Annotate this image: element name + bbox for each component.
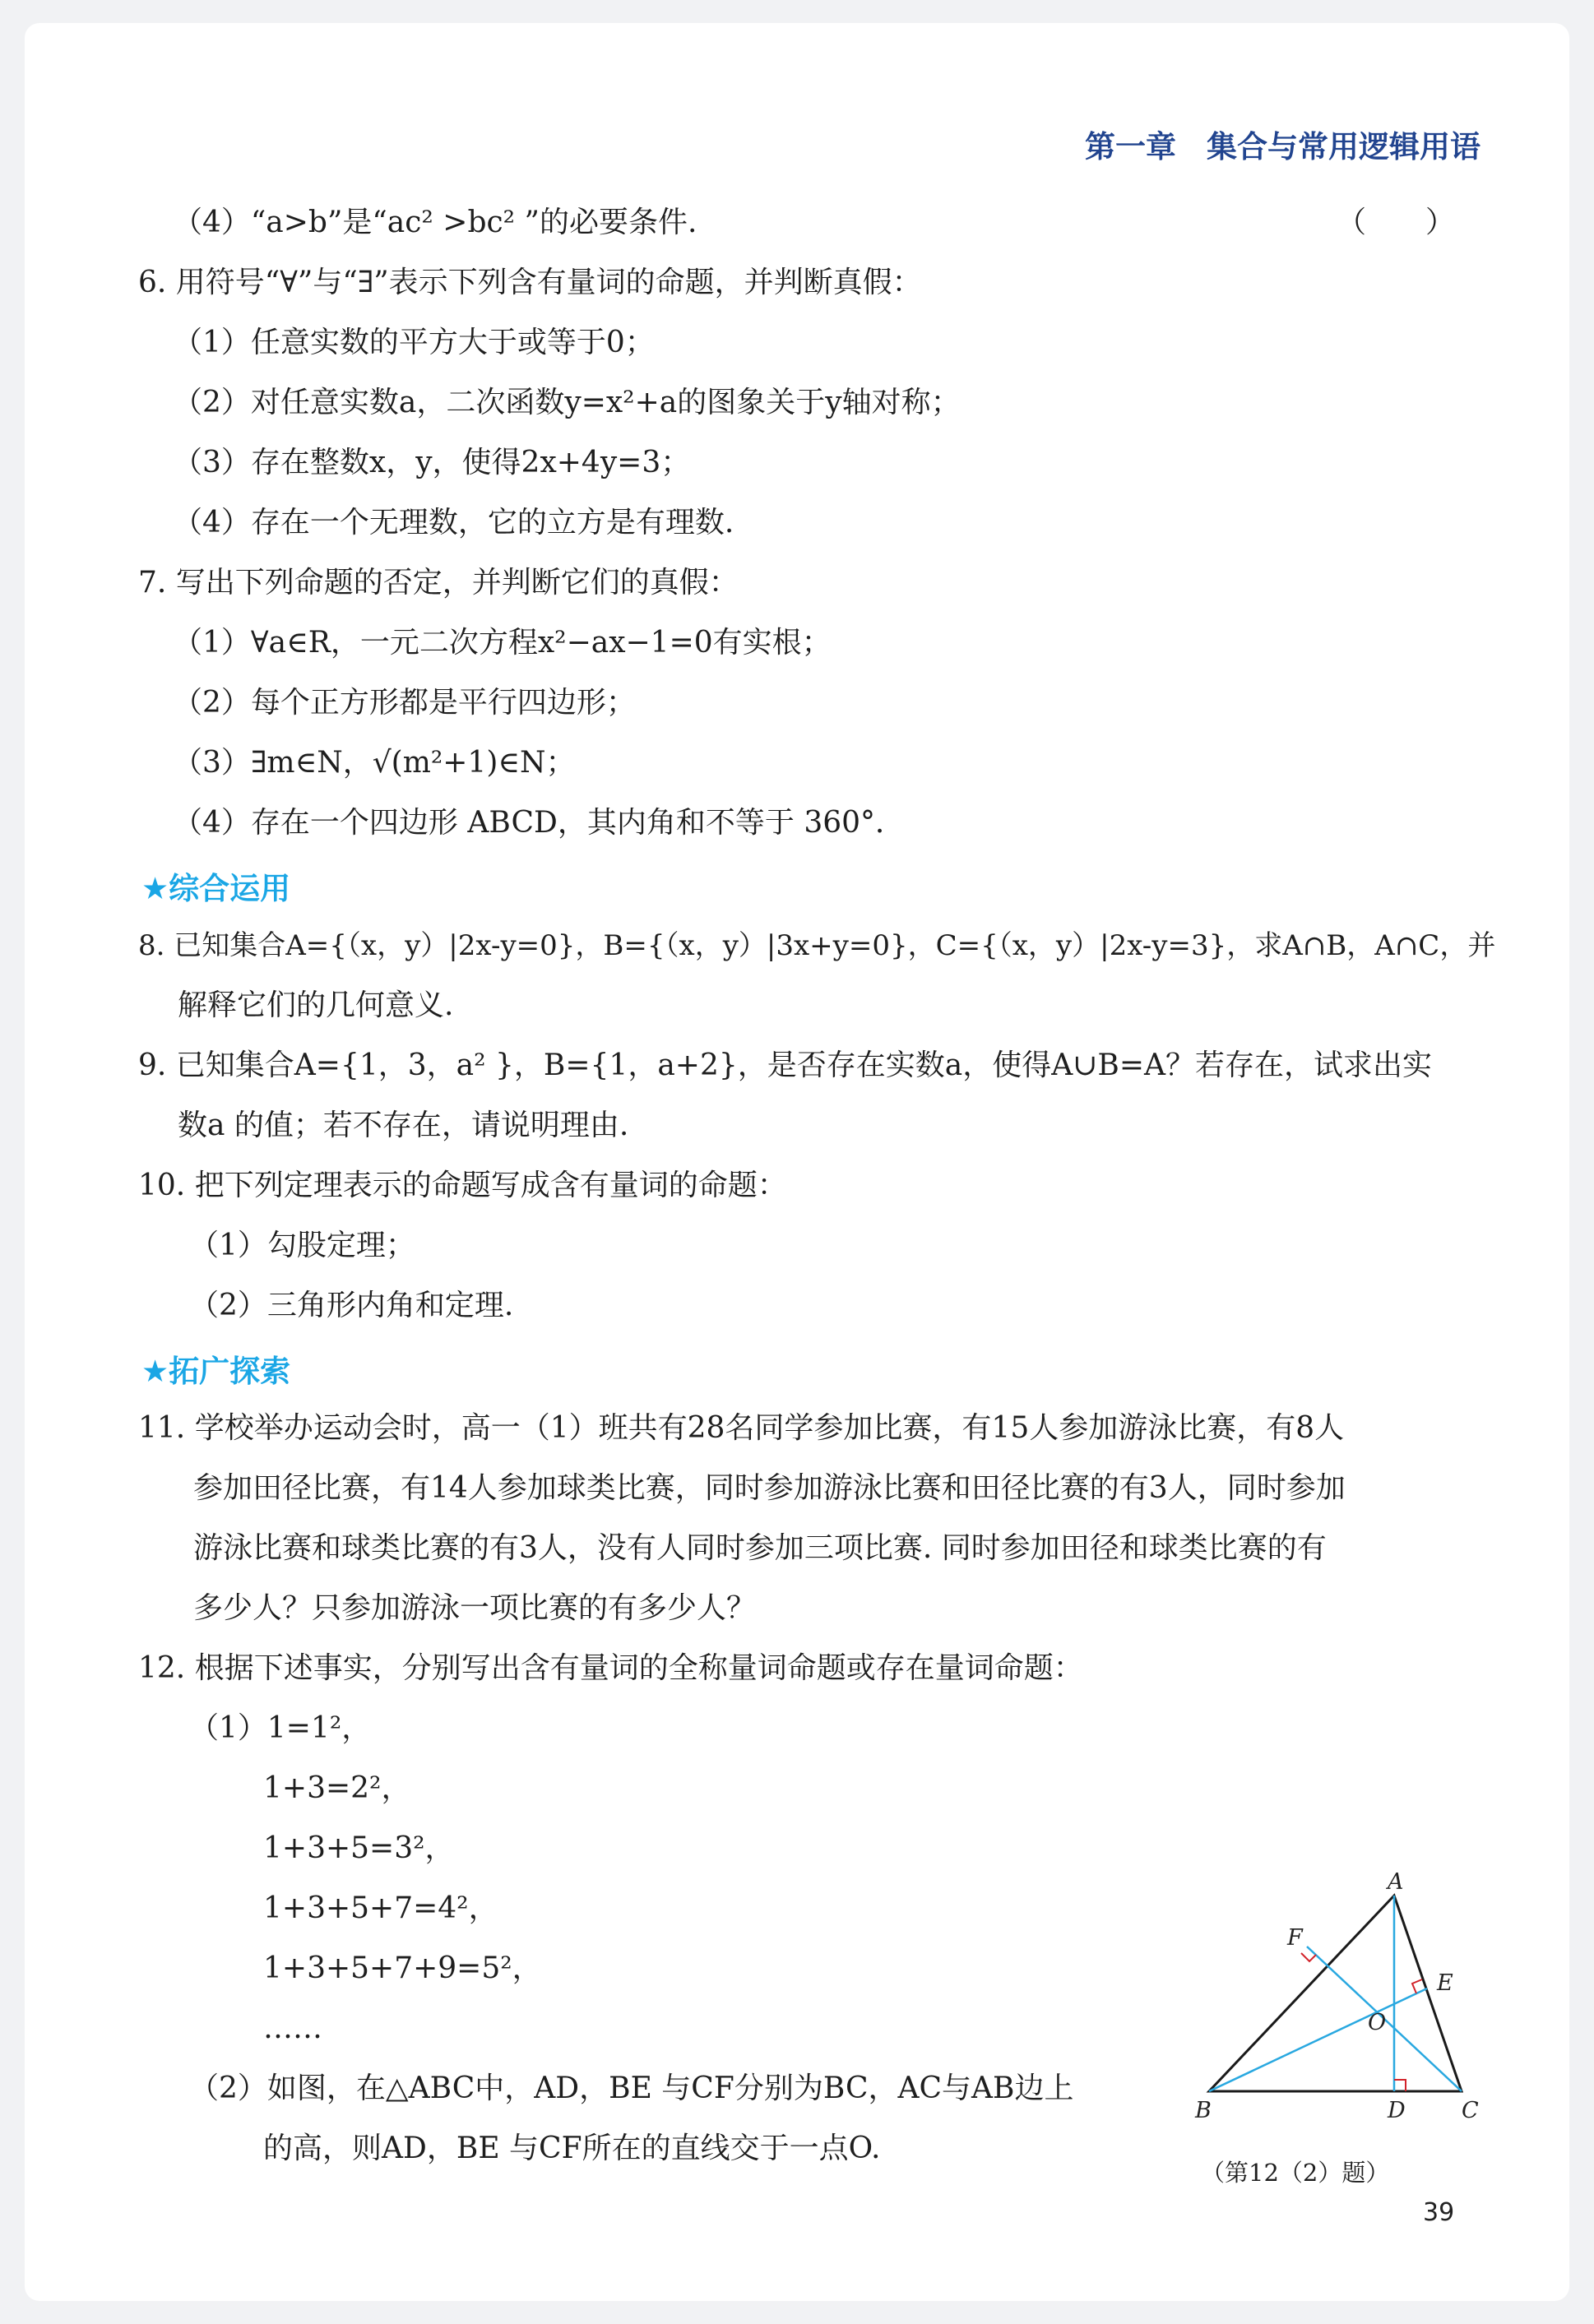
problem-6-1: （1）任意实数的平方大于或等于0； <box>173 326 655 359</box>
altitude-lines <box>1209 1896 1462 2091</box>
problem-6: 6. 用符号“∀”与“∃”表示下列含有量词的命题，并判断真假： <box>138 266 922 299</box>
problem-12: 12. 根据下述事实，分别写出含有量词的全称量词命题或存在量词命题： <box>138 1651 1083 1685</box>
answer-blank: （ ） <box>1337 206 1456 239</box>
problem-12-1-eq2: 1+3=2²， <box>263 1771 411 1805</box>
label-a: A <box>1388 1869 1404 1895</box>
problem-6-4: （4）存在一个无理数，它的立方是有理数. <box>173 506 734 539</box>
problem-9-line1: 9. 已知集合A={1，3，a² }，B={1，a+2}，是否存在实数a，使得A∪B=A？若存在，试求出实 <box>138 1049 1433 1082</box>
problem-7: 7. 写出下列命题的否定，并判断它们的真假： <box>138 566 739 600</box>
problem-12-1-eq3: 1+3+5=3²， <box>263 1831 455 1865</box>
problem-8-line2: 解释它们的几何意义. <box>178 988 454 1022</box>
problem-11-line3: 游泳比赛和球类比赛的有3人，没有人同时参加三项比赛. 同时参加田径和球类比赛的有 <box>193 1531 1327 1565</box>
problem-12-1-eq5: 1+3+5+7+9=5²， <box>263 1951 542 1985</box>
figure-caption: （第12（2）题） <box>1201 2159 1390 2187</box>
label-f: F <box>1287 1925 1303 1951</box>
triangle-figure <box>1172 1869 1501 2165</box>
label-d: D <box>1388 2098 1406 2123</box>
problem-9-line2: 数a 的值；若不存在，请说明理由. <box>178 1109 629 1142</box>
problem-10-2: （2）三角形内角和定理. <box>189 1289 514 1322</box>
page <box>25 23 1569 2301</box>
problem-10: 10. 把下列定理表示的命题写成含有量词的命题： <box>138 1169 787 1202</box>
right-angle-d <box>1394 2080 1406 2091</box>
problem-12-2-line2: 的高，则AD，BE 与CF所在的直线交于一点O. <box>263 2132 881 2165</box>
right-angle-f <box>1301 1953 1316 1961</box>
problem-12-2-line1: （2）如图，在△ABC中，AD，BE 与CF分别为BC，AC与AB边上 <box>189 2072 1074 2105</box>
problem-7-1: （1）∀a∈R，一元二次方程x²−ax−1=0有实根； <box>173 626 832 660</box>
section-comprehensive: ★综合运用 <box>141 871 291 906</box>
problem-10-1: （1）勾股定理； <box>189 1229 415 1262</box>
label-e: E <box>1437 1970 1453 1996</box>
line-5-4: （4）“a>b”是“ac² >bc² ”的必要条件. <box>173 206 697 239</box>
problem-11-line4: 多少人？只参加游泳一项比赛的有多少人？ <box>193 1591 757 1625</box>
triangle-abc <box>1209 1896 1462 2091</box>
problem-8-line1: 8. 已知集合A={（x，y）|2x-y=0}，B={（x，y）|3x+y=0}，C={（x，y）|2x-y=3}，求A∩B，A∩C，并 <box>138 929 1496 962</box>
problem-7-4: （4）存在一个四边形 ABCD，其内角和不等于 360°． <box>173 806 906 840</box>
problem-6-2: （2）对任意实数a，二次函数y=x²+a的图象关于y轴对称； <box>173 386 961 419</box>
problem-11-line1: 11. 学校举办运动会时，高一（1）班共有28名同学参加比赛，有15人参加游泳比赛，有8人 <box>138 1411 1345 1445</box>
label-o: O <box>1368 2010 1387 2035</box>
label-b: B <box>1195 2098 1212 2123</box>
chapter-header: 第一章 集合与常用逻辑用语 <box>1085 129 1480 164</box>
problem-11-line2: 参加田径比赛，有14人参加球类比赛，同时参加游泳比赛和田径比赛的有3人，同时参加 <box>193 1471 1346 1505</box>
problem-7-2: （2）每个正方形都是平行四边形； <box>173 686 636 720</box>
problem-7-3: （3）∃m∈N，√(m²+1)∈N； <box>173 746 576 780</box>
section-explore: ★拓广探索 <box>141 1354 291 1389</box>
problem-12-1-eq1: （1）1=1²， <box>189 1711 372 1745</box>
page-number: 39 <box>1423 2198 1455 2227</box>
problem-12-1-eq4: 1+3+5+7=4²， <box>263 1891 498 1925</box>
problem-6-3: （3）存在整数x，y，使得2x+4y=3； <box>173 446 691 479</box>
problem-12-1-ellipsis: …… <box>263 2012 322 2045</box>
label-c: C <box>1462 2098 1479 2123</box>
